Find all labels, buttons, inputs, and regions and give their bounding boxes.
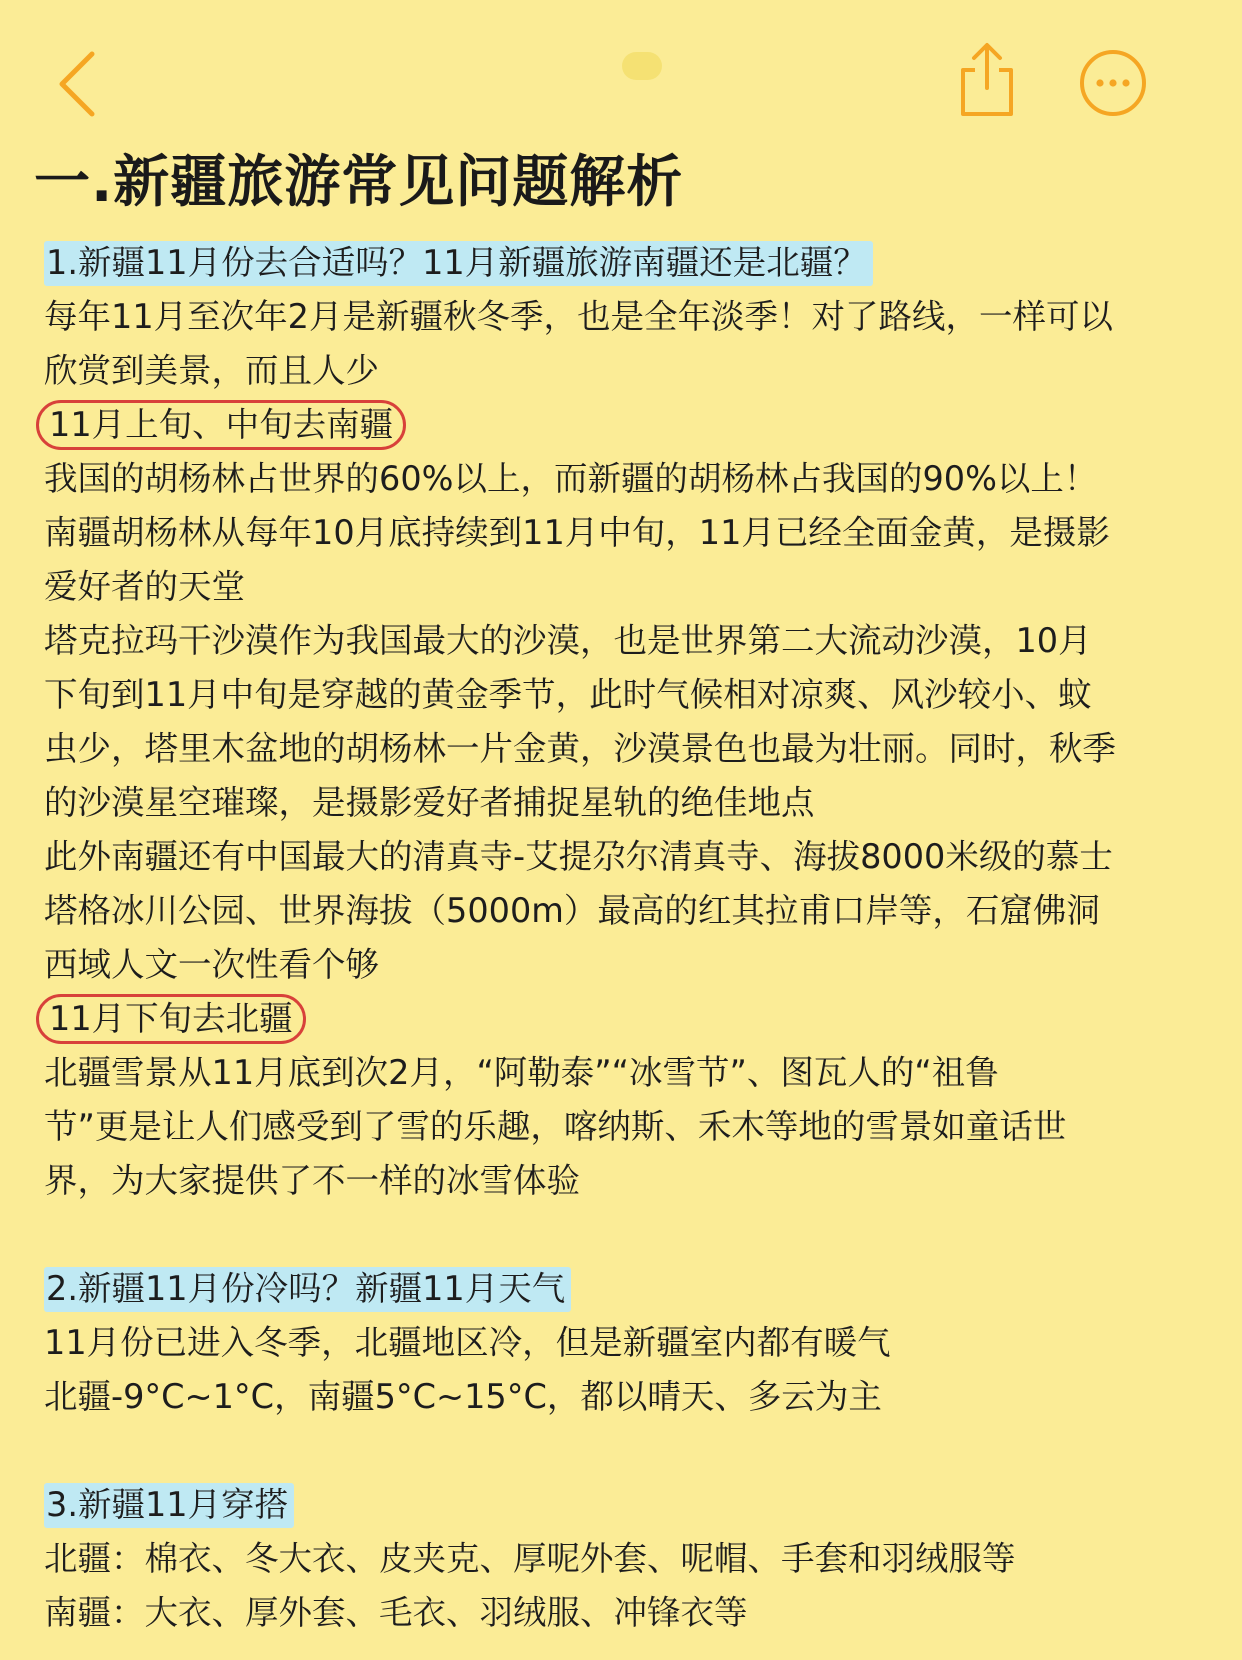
more-icon — [1078, 48, 1148, 118]
top-navigation-bar — [0, 0, 1242, 150]
paragraph-line: 塔格冰川公园、世界海拔（5000m）最高的红其拉甫口岸等，石窟佛洞 — [44, 891, 1100, 930]
paragraph-line: 欣赏到美景，而且人少 — [44, 351, 379, 390]
back-button[interactable] — [52, 48, 112, 118]
paragraph-line: 南疆胡杨林从每年10月底持续到11月中旬，11月已经全面金黄，是摄影 — [44, 513, 1110, 552]
spacer — [44, 1424, 1204, 1478]
article-body — [44, 236, 1204, 1640]
page-title: 一.新疆旅游常见问题解析 — [34, 150, 684, 215]
paragraph-line: 此外南疆还有中国最大的清真寺-艾提尕尔清真寺、海拔8000米级的慕士 — [44, 837, 1113, 876]
paragraph-line: 南疆：大衣、厚外套、毛衣、羽绒服、冲锋衣等 — [44, 1593, 748, 1632]
share-button[interactable] — [955, 40, 1019, 120]
question-heading-1: 1.新疆11月份去合适吗？11月新疆旅游南疆还是北疆？ — [44, 236, 1204, 290]
subheading-north-xinjiang: 11月下旬去北疆 — [44, 992, 1204, 1046]
paragraph-line: 界，为大家提供了不一样的冰雪体验 — [44, 1161, 580, 1200]
subheading-south-xinjiang: 11月上旬、中旬去南疆 — [44, 398, 1204, 452]
paragraph-line: 我国的胡杨林占世界的60%以上，而新疆的胡杨林占我国的90%以上！ — [44, 459, 1098, 498]
more-button[interactable] — [1078, 48, 1148, 118]
paragraph-line: 下旬到11月中旬是穿越的黄金季节，此时气候相对凉爽、风沙较小、蚊 — [44, 675, 1092, 714]
paragraph-line: 节”更是让人们感受到了雪的乐趣，喀纳斯、禾木等地的雪景如童话世 — [44, 1107, 1067, 1146]
spacer — [44, 1208, 1204, 1262]
paragraph-line: 每年11月至次年2月是新疆秋冬季，也是全年淡季！对了路线，一样可以 — [44, 297, 1113, 336]
paragraph-line: 的沙漠星空璀璨，是摄影爱好者捕捉星轨的绝佳地点 — [44, 783, 815, 822]
paragraph-line: 爱好者的天堂 — [44, 567, 245, 606]
page-indicator-dot — [622, 52, 662, 80]
paragraph-line: 北疆雪景从11月底到次2月，“阿勒泰”“冰雪节”、图瓦人的“祖鲁 — [44, 1053, 999, 1092]
share-icon — [955, 40, 1019, 120]
question-heading-3: 3.新疆11月穿搭 — [44, 1478, 1204, 1532]
paragraph-line: 虫少，塔里木盆地的胡杨林一片金黄，沙漠景色也最为壮丽。同时，秋季 — [44, 729, 1116, 768]
question-heading-2: 2.新疆11月份冷吗？新疆11月天气 — [44, 1262, 1204, 1316]
paragraph-line: 11月份已进入冬季，北疆地区冷，但是新疆室内都有暖气 — [44, 1323, 891, 1362]
paragraph-line: 西域人文一次性看个够 — [44, 945, 379, 984]
paragraph-line: 北疆-9°C~1°C，南疆5°C~15°C，都以晴天、多云为主 — [44, 1377, 882, 1416]
paragraph-line: 北疆：棉衣、冬大衣、皮夹克、厚呢外套、呢帽、手套和羽绒服等 — [44, 1539, 1016, 1578]
paragraph-line: 塔克拉玛干沙漠作为我国最大的沙漠，也是世界第二大流动沙漠，10月 — [44, 621, 1092, 660]
chevron-left-icon — [52, 48, 112, 118]
